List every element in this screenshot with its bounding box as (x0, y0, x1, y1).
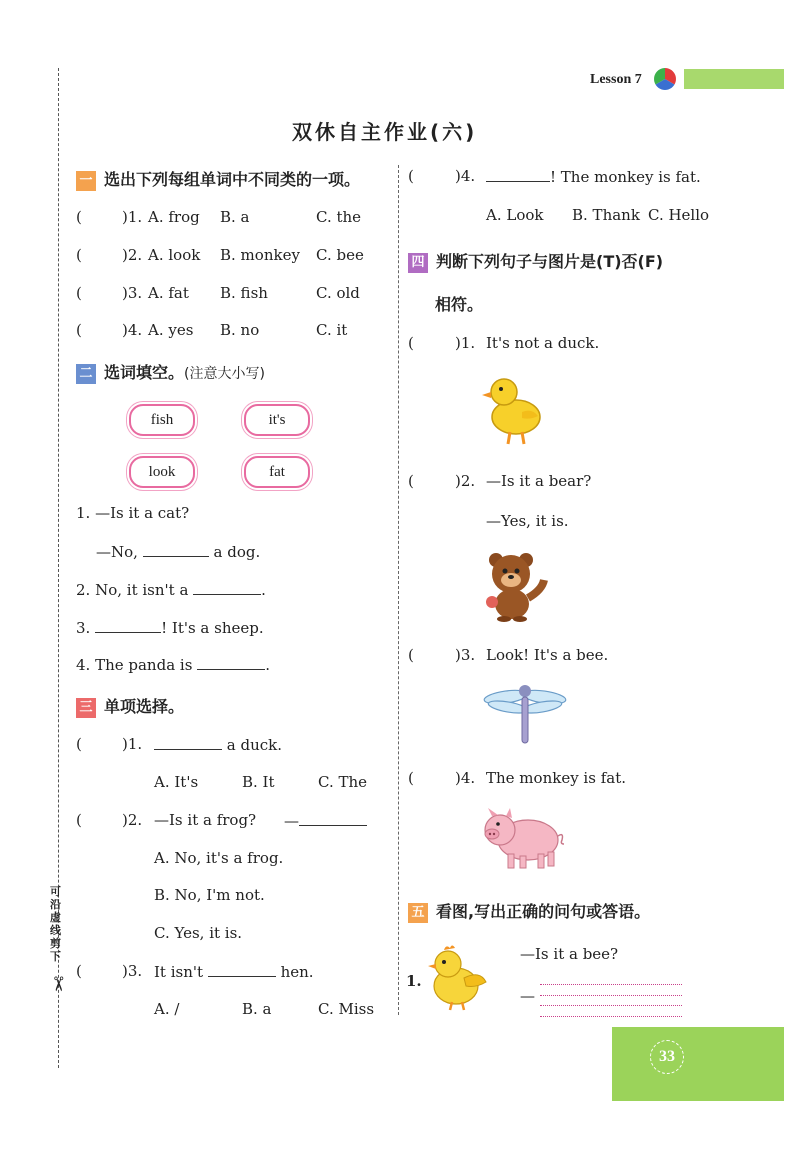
word-cloud-fish: fish (129, 404, 195, 436)
mc-question-3 (154, 962, 314, 981)
word-cloud-look: look (129, 456, 195, 488)
mc-question-1 (154, 735, 282, 754)
section-5-badge: 五 (408, 903, 428, 923)
section-1-text: 选出下列每组单词中不同类的一项。 (104, 170, 361, 189)
chick-image (424, 944, 490, 1012)
item-number: )2. (122, 811, 143, 829)
answer-paren[interactable]: ( (408, 769, 414, 787)
item-number: )2. (122, 246, 143, 264)
section-2-title (76, 360, 265, 384)
question-suffix: a duck. (226, 736, 283, 754)
question-suffix: ! It's a sheep. (161, 619, 264, 637)
item-number: )2. (455, 472, 476, 490)
answer-prefix: —No, (96, 543, 138, 561)
option-b: B. It (242, 773, 275, 791)
item-number: 1. (406, 972, 422, 990)
question-suffix: ! The monkey is fat. (550, 168, 701, 186)
section-5-title (408, 899, 650, 923)
option-a: A. frog (148, 208, 200, 226)
blank-input[interactable] (486, 167, 550, 182)
page-number: 33 (650, 1040, 684, 1074)
section-4-badge: 四 (408, 253, 428, 273)
item-number: )3. (455, 646, 476, 664)
option-c: C. Miss (318, 1000, 375, 1018)
write-answer-dash: — (520, 987, 535, 1005)
option-a: A. yes (148, 321, 194, 339)
column-divider (398, 165, 399, 1015)
scissors-icon: ✂ (46, 975, 71, 993)
word-cloud-its: it's (244, 404, 310, 436)
option-b: B. a (220, 208, 250, 226)
pig-image (480, 806, 564, 872)
option-a: A. fat (148, 284, 189, 302)
item-number: )4. (122, 321, 143, 339)
judge-sentence-4: The monkey is fat. (486, 769, 626, 787)
option-b: B. fish (220, 284, 268, 302)
answer-paren[interactable]: ( (408, 167, 414, 185)
section-3-badge: 三 (76, 698, 96, 718)
blank-input[interactable] (299, 811, 367, 826)
answer-suffix: a dog. (213, 543, 261, 561)
section-3-title (76, 694, 184, 718)
fill-question-2 (76, 580, 266, 599)
mc-question-2: —Is it a frog? (154, 811, 257, 829)
dash: — (284, 812, 299, 830)
item-number: )4. (455, 769, 476, 787)
item-number: )1. (455, 334, 476, 352)
question-prefix: 4. The panda is (76, 656, 193, 674)
question-prefix: 2. No, it isn't a (76, 581, 189, 599)
item-number: )1. (122, 208, 143, 226)
answer-paren[interactable]: ( (76, 962, 82, 980)
write-line[interactable] (540, 1016, 682, 1017)
question-suffix: . (261, 581, 266, 599)
item-number: )4. (455, 167, 476, 185)
option-b: B. monkey (220, 246, 300, 264)
answer-paren[interactable]: ( (76, 321, 82, 339)
judge-sentence-3: Look! It's a bee. (486, 646, 609, 664)
answer-paren[interactable]: ( (76, 811, 82, 829)
fill-question-3 (76, 618, 264, 637)
option-c: C. Hello (648, 206, 710, 224)
option-a: A. It's (154, 773, 199, 791)
answer-paren[interactable]: ( (76, 246, 82, 264)
page-number-box (612, 1027, 784, 1101)
mc-question-2-answer (284, 811, 367, 830)
option-a: A. / (154, 1000, 180, 1018)
option-a: A. look (148, 246, 201, 264)
section-1-title (76, 167, 360, 191)
answer-paren[interactable]: ( (76, 735, 82, 753)
option-c: C. the (316, 208, 362, 226)
option-c: C. The (318, 773, 368, 791)
answer-paren[interactable]: ( (408, 472, 414, 490)
answer-paren[interactable]: ( (76, 284, 82, 302)
item-number: )3. (122, 284, 143, 302)
mc-question-4 (486, 167, 701, 186)
word-cloud-fat: fat (244, 456, 310, 488)
blank-input[interactable] (143, 542, 209, 557)
judge-sentence-2: —Is it a bear? (486, 472, 592, 490)
section-4-text: 判断下列句子与图片是(T)否(F) (436, 252, 664, 271)
judge-sentence-2-answer: —Yes, it is. (486, 512, 569, 530)
option-b: B. no (220, 321, 260, 339)
write-question: —Is it a bee? (520, 945, 619, 963)
section-3-text: 单项选择。 (104, 697, 185, 716)
section-2-text: 选词填空。 (104, 363, 185, 382)
section-2-note: (注意大小写) (184, 366, 265, 382)
fill-question-1: 1. —Is it a cat? (76, 504, 190, 522)
item-number: )3. (122, 962, 143, 980)
section-5-text: 看图,写出正确的问句或答语。 (436, 902, 651, 921)
option-a: A. No, it's a frog. (154, 849, 284, 867)
write-line[interactable] (540, 984, 682, 985)
header-green-bar (684, 69, 784, 89)
duck-image (482, 372, 544, 448)
option-c: C. Yes, it is. (154, 924, 243, 942)
option-c: C. bee (316, 246, 364, 264)
option-c: C. old (316, 284, 360, 302)
blank-input[interactable] (193, 580, 261, 595)
item-number: )1. (122, 735, 143, 753)
section-2-badge: 二 (76, 364, 96, 384)
section-4-title (408, 249, 663, 273)
fill-question-1-answer (96, 542, 260, 561)
answer-paren[interactable]: ( (408, 334, 414, 352)
question-suffix: . (265, 656, 270, 674)
option-b: B. a (242, 1000, 272, 1018)
answer-paren[interactable]: ( (408, 646, 414, 664)
blank-input[interactable] (197, 655, 265, 670)
section-4-title-line2: 相符。 (435, 295, 484, 314)
option-b: B. No, I'm not. (154, 886, 265, 904)
page-title: 双休自主作业(六) (292, 120, 478, 144)
question-suffix: hen. (280, 963, 314, 981)
answer-paren[interactable]: ( (76, 208, 82, 226)
section-1-badge: 一 (76, 171, 96, 191)
blank-input[interactable] (208, 962, 276, 977)
lesson-label: Lesson 7 (590, 72, 642, 87)
option-b: B. Thank (572, 206, 640, 224)
question-prefix: It isn't (154, 963, 204, 981)
write-line[interactable] (540, 1005, 682, 1006)
judge-sentence-1: It's not a duck. (486, 334, 600, 352)
cut-note: 可沿虚线剪下 (50, 885, 61, 963)
option-c: C. it (316, 321, 348, 339)
write-line[interactable] (540, 995, 682, 996)
dragonfly-image (482, 683, 568, 745)
blank-input[interactable] (154, 735, 222, 750)
bear-image (482, 550, 548, 622)
blank-input[interactable] (95, 618, 161, 633)
fill-question-4 (76, 655, 270, 674)
option-a: A. Look (486, 206, 544, 224)
question-prefix: 3. (76, 619, 91, 637)
color-wheel-icon (654, 68, 676, 90)
